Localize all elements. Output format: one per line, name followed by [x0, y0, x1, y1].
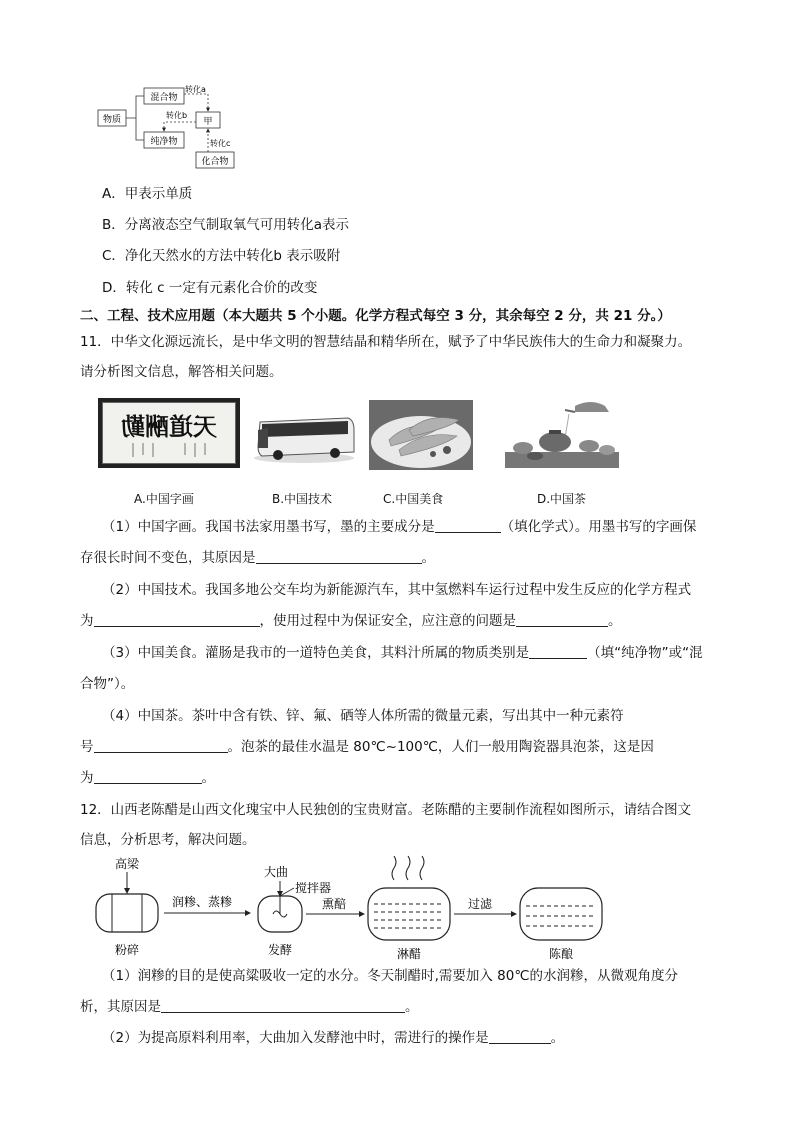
caption-b: B.中国技术 [272, 492, 333, 506]
q11-p2-line2 [80, 611, 622, 631]
q11-p2-line1: （2）中国技术。我国多地公交车均为新能源汽车，其中氢燃料车运行过程中发生反应的化学方程式 [102, 582, 692, 598]
q12-p2-line1 [102, 1028, 564, 1048]
answer-blank-9[interactable] [489, 1029, 551, 1044]
label-zhuanhua-c: 转化c [210, 139, 231, 148]
q11-p4-text-e: 。 [201, 770, 215, 786]
label-zhuanhua-a: 转化a [185, 85, 206, 94]
q11-p4-text-b: 号 [80, 739, 94, 755]
q12-p2-text-a: （2）为提高原料利用率，大曲加入发酵池中时，需进行的操作是 [102, 1030, 489, 1046]
q11-p3-line1 [102, 643, 703, 663]
q12-stem-line1: 12．山西老陈醋是山西文化瑰宝中人民独创的宝贵财富。老陈醋的主要制作流程如图所示，请结合图文 [80, 802, 692, 818]
bus-image [250, 400, 358, 470]
caption-c: C.中国美食 [383, 492, 444, 506]
q12-p1-text-c: 。 [405, 999, 419, 1015]
q11-p1-text-d: 。 [421, 550, 435, 566]
q11-p1-text-c: 存很长时间不变色，其原因是 [80, 550, 256, 566]
tea-image [505, 398, 619, 468]
answer-blank-7[interactable] [94, 769, 202, 784]
calligraphy-image [98, 398, 240, 468]
q12-p1-line2 [80, 997, 419, 1017]
section2-heading: 二、工程、技术应用题（本大题共 5 个小题。化学方程式每空 3 分，其余每空 2 分，共 21 分。） [80, 308, 671, 324]
q11-p1-text-a: （1）中国字画。我国书法家用墨书写，墨的主要成分是 [102, 519, 435, 535]
q11-p3-line2: 合物”）。 [80, 676, 135, 692]
q11-p4-line3 [80, 768, 215, 788]
node-chunjingwu: 纯净物 [150, 137, 178, 147]
label-zhuanhua-b: 转化b [166, 111, 188, 120]
q12-p1-line1: （1）润糁的目的是使高粱吸收一定的水分。冬天制醋时,需要加入 80℃的水润糁，从微观角度分 [102, 968, 679, 984]
flow-fajiao: 发酵 [267, 943, 293, 957]
q11-p2-text-b: 为 [80, 613, 94, 629]
flow-daqu: 大曲 [264, 865, 289, 879]
flow-xuncu: 熏醅 [321, 897, 347, 911]
answer-blank-8[interactable] [161, 998, 405, 1013]
q11-p2-text-d: 。 [608, 613, 622, 629]
flow-chenniang: 陈酿 [548, 947, 574, 961]
answer-blank-5[interactable] [529, 644, 587, 659]
classification-diagram [96, 82, 246, 172]
q11-p4-text-c: 。泡茶的最佳水温是 80℃~100℃，人们一般用陶瓷器具泡茶，这是因 [227, 739, 654, 755]
node-jia: 甲 [203, 117, 213, 127]
node-wuzhi: 物质 [102, 115, 122, 125]
flow-runshen: 润糁、蒸糁 [171, 895, 233, 909]
q11-stem-line1: 11．中华文化源远流长，是中华文明的智慧结晶和精华所在，赋予了中华民族伟大的生命力和凝聚力。 [80, 334, 692, 350]
q11-p1-text-b: （填化学式）。用墨书写的字画保 [500, 519, 697, 535]
caption-a: A.中国字画 [134, 492, 194, 506]
q11-p4-line2 [80, 737, 654, 757]
q11-p3-text-b: （填“纯净物”或“混 [587, 645, 703, 661]
calligraphy-text: 天道酬勤 [121, 413, 217, 441]
option-b: B．分离液态空气制取氧气可用转化a表示 [102, 217, 350, 233]
q12-p1-text-b: 析，其原因是 [80, 999, 161, 1015]
node-huahewu: 化合物 [201, 157, 229, 167]
answer-blank-2[interactable] [256, 549, 422, 564]
q11-p4-text-d: 为 [80, 770, 94, 786]
flow-jiaobanqi: 搅拌器 [295, 881, 332, 895]
q11-p2-text-c: ，使用过程中为保证安全，应注意的问题是 [259, 613, 516, 629]
option-c: C．净化天然水的方法中转化b 表示吸附 [102, 248, 341, 264]
q12-p2-text-b: 。 [550, 1030, 565, 1046]
option-a: A．甲表示单质 [102, 186, 193, 202]
answer-blank-3[interactable] [94, 612, 260, 627]
q12-stem-line2: 信息，分析思考，解决问题。 [80, 832, 256, 848]
flow-guolv: 过滤 [467, 897, 493, 911]
flow-gaoliang: 高梁 [114, 857, 140, 871]
q11-p4-line1: （4）中国茶。茶叶中含有铁、锌、氟、硒等人体所需的微量元素，写出其中一种元素符 [102, 708, 624, 724]
q11-stem-line2: 请分析图文信息，解答相关问题。 [80, 364, 283, 380]
food-image [369, 400, 473, 470]
answer-blank-1[interactable] [435, 518, 501, 533]
q11-p1-line1 [102, 517, 696, 537]
vinegar-process-flow [90, 850, 610, 962]
answer-blank-6[interactable] [94, 738, 228, 753]
node-hunhewu: 混合物 [150, 93, 178, 103]
option-d: D．转化 c 一定有元素化合价的改变 [102, 280, 318, 296]
q11-p1-line2 [80, 548, 435, 568]
caption-d: D.中国茶 [537, 492, 587, 506]
flow-fensui: 粉碎 [114, 943, 140, 957]
flow-linchu: 淋醋 [396, 947, 422, 961]
q11-p3-text-a: （3）中国美食。灌肠是我市的一道特色美食，其料汁所属的物质类别是 [102, 645, 530, 661]
answer-blank-4[interactable] [516, 612, 608, 627]
